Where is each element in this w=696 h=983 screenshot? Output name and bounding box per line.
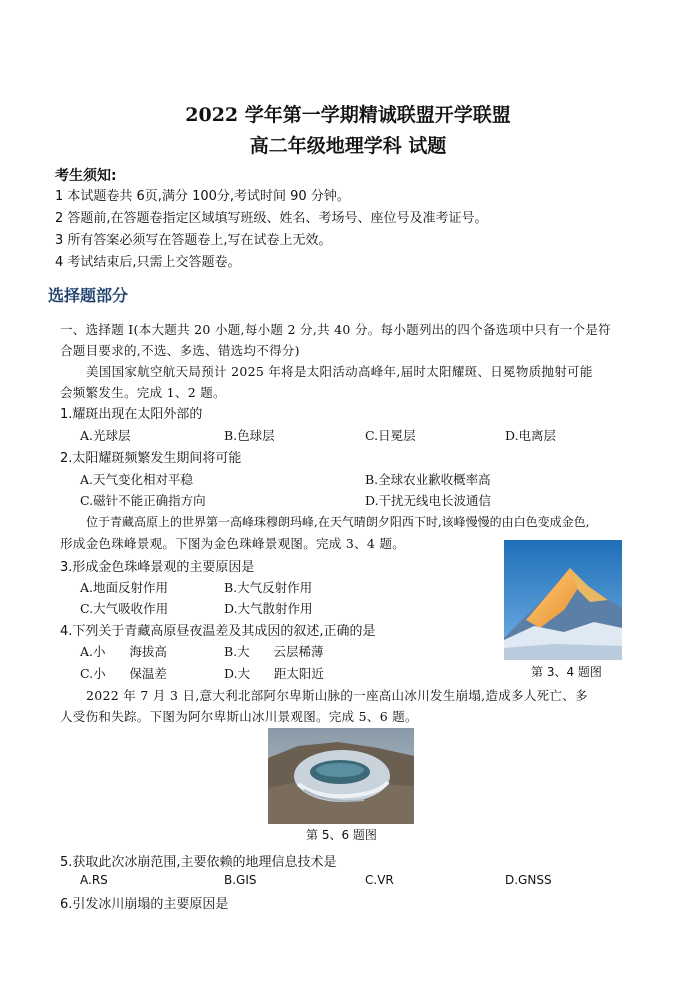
passage: 位于青藏高原上的世界第一高峰珠穆朗玛峰,在天气晴朗夕阳西下时,该峰慢慢的由白色变成金色, bbox=[86, 515, 590, 529]
option: D.大 距太阳近 bbox=[224, 666, 324, 681]
option: B.色球层 bbox=[224, 428, 275, 443]
question-stem: 6.引发冰川崩塌的主要原因是 bbox=[60, 897, 229, 912]
passage: 形成金色珠峰景观。下图为金色珠峰景观图。完成 3、4 题。 bbox=[60, 536, 406, 551]
question-stem: 5.获取此次冰崩范围,主要依赖的地理信息技术是 bbox=[60, 855, 337, 870]
option: B.大 云层稀薄 bbox=[224, 644, 324, 659]
option: A.小 海拔高 bbox=[80, 644, 167, 659]
option: A.天气变化相对平稳 bbox=[80, 472, 194, 487]
notice-item: 4 考试结束后,只需上交答题卷。 bbox=[55, 255, 241, 270]
passage: 美国国家航空航天局预计 2025 年将是太阳活动高峰年,届时太阳耀斑、日冕物质抛射可能 bbox=[86, 364, 593, 379]
exam-subtitle: 高二年级地理学科 试题 bbox=[249, 135, 447, 157]
option: C.VR bbox=[365, 873, 394, 887]
question-stem: 2.太阳耀斑频繁发生期间将可能 bbox=[60, 451, 242, 466]
option: C.小 保温差 bbox=[80, 666, 167, 681]
notice-item: 3 所有答案必须写在答题卷上,写在试卷上无效。 bbox=[55, 233, 332, 248]
passage: 人受伤和失踪。下图为阿尔卑斯山冰川景观图。完成 5、6 题。 bbox=[60, 709, 418, 724]
figure-caption: 第 3、4 题图 bbox=[531, 665, 602, 679]
exam-title: 2022 学年第一学期精诚联盟开学联盟 bbox=[185, 104, 511, 126]
option: A.地面反射作用 bbox=[80, 580, 169, 595]
option: C.日冕层 bbox=[365, 428, 416, 443]
question-stem: 4.下列关于青藏高原昼夜温差及其成因的叙述,正确的是 bbox=[60, 624, 376, 639]
option: D.大气散射作用 bbox=[224, 601, 313, 616]
section-title: 选择题部分 bbox=[48, 286, 129, 305]
question-stem: 3.形成金色珠峰景观的主要原因是 bbox=[60, 560, 255, 575]
option: B.全球农业歉收概率高 bbox=[365, 472, 491, 487]
option: C.大气吸收作用 bbox=[80, 601, 169, 616]
glacier-photo bbox=[268, 728, 414, 824]
everest-photo bbox=[504, 540, 622, 660]
option: A.RS bbox=[80, 873, 108, 887]
option: B.大气反射作用 bbox=[224, 580, 313, 595]
notice-heading: 考生须知: bbox=[55, 168, 117, 184]
question-stem: 1.耀斑出现在太阳外部的 bbox=[60, 407, 203, 422]
notice-item: 1 本试题卷共 6页,满分 100分,考试时间 90 分钟。 bbox=[55, 189, 350, 204]
option: B.GIS bbox=[224, 873, 257, 887]
part-intro: 合题目要求的,不选、多选、错选均不得分) bbox=[60, 343, 300, 358]
option: D.干扰无线电长波通信 bbox=[365, 493, 492, 508]
passage: 会频繁发生。完成 1、2 题。 bbox=[60, 385, 226, 400]
figure-caption: 第 5、6 题图 bbox=[306, 828, 377, 842]
option: C.磁针不能正确指方向 bbox=[80, 493, 206, 508]
notice-item: 2 答题前,在答题卷指定区域填写班级、姓名、考场号、座位号及准考证号。 bbox=[55, 211, 488, 226]
option: A.光球层 bbox=[80, 428, 131, 443]
passage: 2022 年 7 月 3 日,意大利北部阿尔卑斯山脉的一座高山冰川发生崩塌,造成多人死亡、多 bbox=[86, 688, 588, 703]
part-intro: 一、选择题 I(本大题共 20 小题,每小题 2 分,共 40 分。每小题列出的四个备选项中只有一个是符 bbox=[60, 322, 611, 337]
option: D.GNSS bbox=[505, 873, 552, 887]
option: D.电离层 bbox=[505, 428, 557, 443]
